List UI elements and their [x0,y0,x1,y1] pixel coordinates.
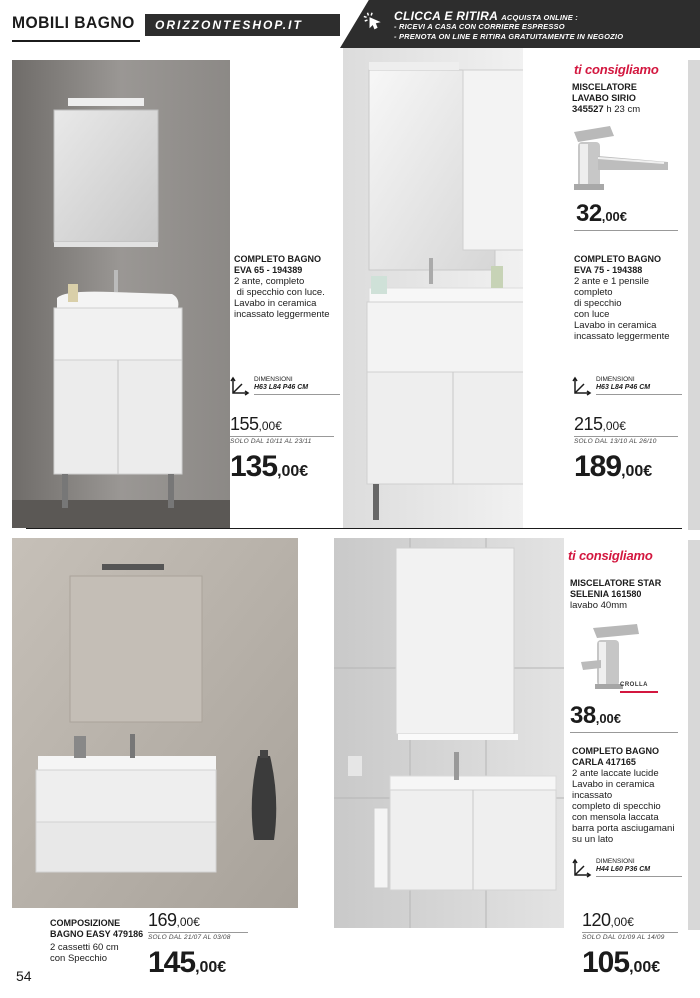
price-cents: ,00€ [277,463,309,480]
price-integer: 135 [230,450,278,483]
promo-rule-eva-75 [574,436,678,437]
price-cents: ,00€ [595,711,622,726]
dimensions-rule [596,876,682,877]
accessory-price-star [570,702,621,730]
price-integer: 120 [582,910,611,930]
product-desc-eva-75 [574,276,670,342]
product-desc-line: su un lato [572,834,614,845]
product-desc-line: incassato leggermente [234,309,330,320]
dimensions-rule [254,394,340,395]
promo-dates-eva-75: SOLO DAL 13/10 AL 26/10 [574,438,657,445]
price-cents: ,00€ [176,915,200,929]
page-edge-strip-top [688,60,700,530]
product-photo-eva-75 [343,48,523,528]
product-photo-easy [12,538,298,908]
dimensions-eva-75 [572,376,682,398]
product-desc-line: barra porta asciugamani [572,823,675,834]
page-number: 54 [16,968,32,984]
product-title-line: COMPOSIZIONE [50,918,121,929]
product-title-easy [50,918,143,940]
dimensions-icon [572,858,592,878]
price-integer: 215 [574,414,603,434]
price-cents: ,00€ [629,959,661,976]
click-collect-subheading: ACQUISTA ONLINE : [501,13,578,22]
accessory-spec: h 23 cm [603,104,641,115]
promo-dates-eva-65: SOLO DAL 10/11 AL 23/11 [230,438,312,445]
recommend-tag-star: ti consigliamo [568,548,653,563]
product-title-line: EVA 65 - 194389 [234,265,303,276]
accessory-spec-star: lavabo 40mm [570,600,628,611]
click-collect-heading: CLICCA E RITIRA [394,9,498,23]
accessory-title-star [570,578,661,600]
new-price-eva-65 [230,450,308,484]
dimensions-value: H44 L60 P36 CM [596,866,651,873]
product-desc-line: incassato leggermente [574,331,670,342]
dimensions-value: H63 L84 P46 CM [254,384,309,391]
product-title-eva-75 [574,254,661,276]
product-title-line: COMPLETO BAGNO [574,254,662,265]
page-edge-strip-bottom [688,540,700,930]
accessory-price-sirio [576,200,627,228]
product-title-line: EVA 75 - 194388 [574,265,643,276]
click-collect-title [394,9,578,23]
brand-crolla-text: CROLLA [620,682,648,688]
dimensions-label: DIMENSIONI [596,858,635,865]
section-divider [26,528,682,529]
product-desc-carla [572,768,674,845]
click-collect-line-1: - RICEVI A CASA CON CORRIERE ESPRESSO [394,22,565,31]
cursor-click-icon [362,10,384,32]
price-cents: ,00€ [195,959,227,976]
product-photo-eva-65 [12,60,230,528]
accessory-title-sirio [572,82,637,104]
dimensions-icon [230,376,250,396]
price-cents: ,00€ [602,419,626,433]
price-integer: 169 [148,910,177,930]
price-integer: 145 [148,946,196,979]
old-price-easy [148,910,200,931]
recommend-tag-sirio: ti consigliamo [574,62,659,77]
price-integer: 105 [582,946,630,979]
old-price-eva-65 [230,414,282,435]
price-cents: ,00€ [601,209,628,224]
product-desc-line: completo di specchio [572,801,661,812]
accessory-title-line: LAVABO SIRIO [572,93,636,104]
accessory-spec-sirio [572,104,640,115]
accessory-title-line: SELENIA 161580 [570,589,642,600]
dimensions-label: DIMENSIONI [596,376,635,383]
new-price-eva-75 [574,450,652,484]
product-title-line: BAGNO EASY 479186 [50,929,144,940]
product-desc-line: di specchio [574,298,622,309]
section-title: MOBILI BAGNO [12,13,135,32]
dimensions-label: DIMENSIONI [254,376,293,383]
product-desc-line: 2 cassetti 60 cm [50,942,119,953]
product-photo-carla [334,538,564,928]
price-integer: 32 [576,200,602,227]
product-desc-line: Lavabo in ceramica [234,298,317,309]
product-desc-line: con mensola laccata [572,812,659,823]
price-integer: 38 [570,702,596,729]
product-title-line: COMPLETO BAGNO [234,254,322,265]
faucet-sirio-image [568,122,680,192]
dimensions-eva-65 [230,376,340,398]
dimensions-icon [572,376,592,396]
promo-dates-carla: SOLO DAL 01/09 AL 14/09 [582,934,665,941]
product-desc-eva-65 [234,276,330,320]
price-cents: ,00€ [258,419,282,433]
accessory-title-line: MISCELATORE STAR [570,578,662,589]
product-title-line: CARLA 417165 [572,757,636,768]
price-cents: ,00€ [610,915,634,929]
product-desc-line: di specchio con luce. [234,287,325,298]
brand-crolla-logo [620,682,658,694]
product-desc-line: con luce [574,309,610,320]
product-desc-line: completo [574,287,613,298]
price-integer: 155 [230,414,259,434]
promo-rule-carla [582,932,678,933]
promo-dates-easy: SOLO DAL 21/07 AL 03/08 [148,934,231,941]
product-title-line: COMPLETO BAGNO [572,746,660,757]
new-price-carla [582,946,660,980]
product-desc-line: 2 ante, completo [234,276,305,287]
promo-rule-easy [148,932,248,933]
click-collect-line-2: - PRENOTA ON LINE E RITIRA GRATUITAMENTE IN NEGOZIO [394,32,624,41]
old-price-carla [582,910,634,931]
product-desc-line: 2 ante e 1 pensile [574,276,650,287]
dimensions-carla [572,858,682,880]
product-desc-easy [50,942,119,964]
promo-rule-eva-65 [230,436,334,437]
accessory-code: 345527 [572,104,604,115]
product-title-eva-65 [234,254,321,276]
product-desc-line: con Specchio [50,953,108,964]
product-title-carla [572,746,659,768]
accessory-title-line: MISCELATORE [572,82,637,93]
site-link[interactable]: ORIZZONTESHOP.IT [145,14,340,36]
accessory-price-rule [574,230,678,231]
faucet-star-image [575,622,675,690]
accessory-price-rule [570,732,678,733]
product-desc-line: Lavabo in ceramica [574,320,657,331]
product-desc-line: incassato [572,790,613,801]
old-price-eva-75 [574,414,626,435]
price-cents: ,00€ [621,463,653,480]
product-desc-line: Lavabo in ceramica [572,779,655,790]
page-header [0,0,700,50]
dimensions-value: H63 L84 P46 CM [596,384,651,391]
brand-crolla-bar [620,691,658,693]
title-underline [12,40,140,42]
dimensions-rule [596,394,682,395]
new-price-easy [148,946,226,980]
price-integer: 189 [574,450,622,483]
product-desc-line: 2 ante laccate lucide [572,768,659,779]
